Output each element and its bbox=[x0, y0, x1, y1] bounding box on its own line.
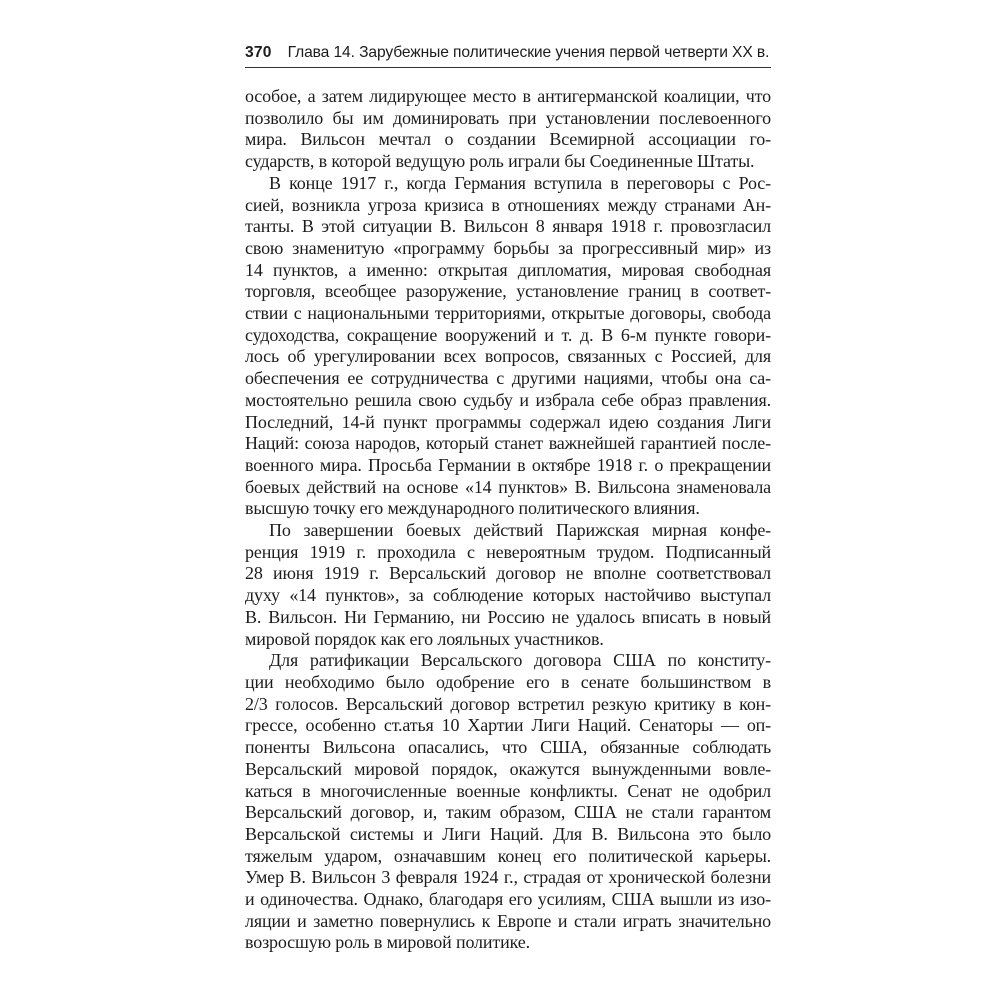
text-line: Умер В. Вильсон 3 февраля 1924 г., страдая от хронической болезни bbox=[245, 867, 771, 888]
text-line: Версальской системы и Лиги Наций. Для В. Вильсона это было bbox=[245, 823, 771, 844]
text-line: военного мира. Просьба Германии в октябре 1918 г. о прекращении bbox=[245, 454, 771, 475]
paragraph bbox=[245, 650, 771, 954]
text-line: позволило бы им доминировать при установлении послевоенного bbox=[245, 107, 771, 128]
text-line: мировой порядок как его лояльных участников. bbox=[245, 628, 604, 649]
text-line: В. Вильсон. Ни Германию, ни Россию не удалось вписать в новый bbox=[245, 606, 771, 627]
text-line: 2/3 голосов. Версальский договор встретил резкую критику в кон- bbox=[245, 693, 771, 714]
text-line: боевых действий на основе «14 пунктов» В. Вильсона знаменовала bbox=[245, 476, 771, 497]
text-line: обеспечения ее сотрудничества с другими нациями, чтобы она са- bbox=[245, 368, 771, 389]
text-line: 14 пунктов, а именно: открытая дипломатия, мировая свободная bbox=[245, 259, 771, 280]
text-line: высшую точку его международного политического влияния. bbox=[245, 498, 700, 519]
text-line: мира. Вильсон мечтал о создании Всемирной ассоциации го- bbox=[245, 129, 771, 150]
book-page bbox=[245, 44, 771, 953]
text-line: 28 июня 1919 г. Версальский договор не вполне соответствовал bbox=[245, 563, 771, 584]
text-line: торговля, всеобщее разоружение, установление границ в соответ- bbox=[245, 281, 771, 302]
text-line: сией, возникла угроза кризиса в отношениях между странами Ан- bbox=[245, 194, 771, 215]
text-line: танты. В этой ситуации В. Вильсон 8 января 1918 г. провозгласил bbox=[245, 216, 771, 237]
text-line: и одиночества. Однако, благодаря его усилиям, США вышли из изо- bbox=[245, 889, 771, 910]
text-line: Наций: союза народов, который станет важнейшей гарантией после- bbox=[245, 433, 771, 454]
body-text bbox=[245, 86, 771, 954]
chapter-title: Глава 14. Зарубежные политические учения первой четверти XX в. bbox=[287, 44, 770, 61]
text-line: Для ратификации Версальского договора США по конститу- bbox=[269, 650, 771, 671]
text-line: Версальский договор, и, таким образом, США не стали гарантом bbox=[245, 802, 771, 823]
text-line: возросшую роль в мировой политике. bbox=[245, 932, 530, 953]
text-line: лось об урегулировании всех вопросов, связанных с Россией, для bbox=[245, 346, 771, 367]
text-line: ренция 1919 г. проходила с невероятным трудом. Подписанный bbox=[245, 541, 771, 562]
running-header bbox=[245, 44, 771, 68]
text-line: сударств, в которой ведущую роль играли бы Соединенные Штаты. bbox=[245, 151, 755, 172]
text-line: мостоятельно решила свою судьбу и избрала себе образ правления. bbox=[245, 389, 771, 410]
page-number: 370 bbox=[245, 44, 272, 61]
paragraph bbox=[245, 173, 771, 520]
text-line: судоходства, сокращение вооружений и т. д. В 6-м пункте говори- bbox=[245, 324, 771, 345]
text-line: ции необходимо было одобрение его в сенате большинством в bbox=[245, 671, 771, 692]
text-line: ствии с национальными территориями, открытые договоры, свобода bbox=[245, 303, 771, 324]
text-line: поненты Вильсона опасались, что США, обязанные соблюдать bbox=[245, 737, 771, 758]
text-line: духу «14 пунктов», за соблюдение которых настойчиво выступал bbox=[245, 585, 771, 606]
paragraph bbox=[245, 86, 771, 173]
text-line: В конце 1917 г., когда Германия вступила в переговоры с Рос- bbox=[269, 172, 771, 193]
text-line: тяжелым ударом, означавшим конец его политической карьеры. bbox=[245, 845, 771, 866]
text-line: особое, а затем лидирующее место в антигерманской коалиции, что bbox=[245, 86, 771, 106]
text-line: каться в многочисленные военные конфликты. Сенат не одобрил bbox=[245, 780, 771, 801]
text-line: ляции и заметно повернулись к Европе и стали играть значительно bbox=[245, 910, 771, 931]
text-line: Версальский мировой порядок, окажутся вынужденными вовле- bbox=[245, 758, 771, 779]
text-line: По завершении боевых действий Парижская мирная конфе- bbox=[269, 520, 771, 541]
text-line: свою знаменитую «программу борьбы за прогрессивный мир» из bbox=[245, 237, 771, 258]
text-line: Последний, 14-й пункт программы содержал идею создания Лиги bbox=[245, 411, 771, 432]
paragraph bbox=[245, 520, 771, 650]
text-line: грессе, особенно ст.атья 10 Хартии Лиги Наций. Сенаторы — оп- bbox=[245, 715, 771, 736]
